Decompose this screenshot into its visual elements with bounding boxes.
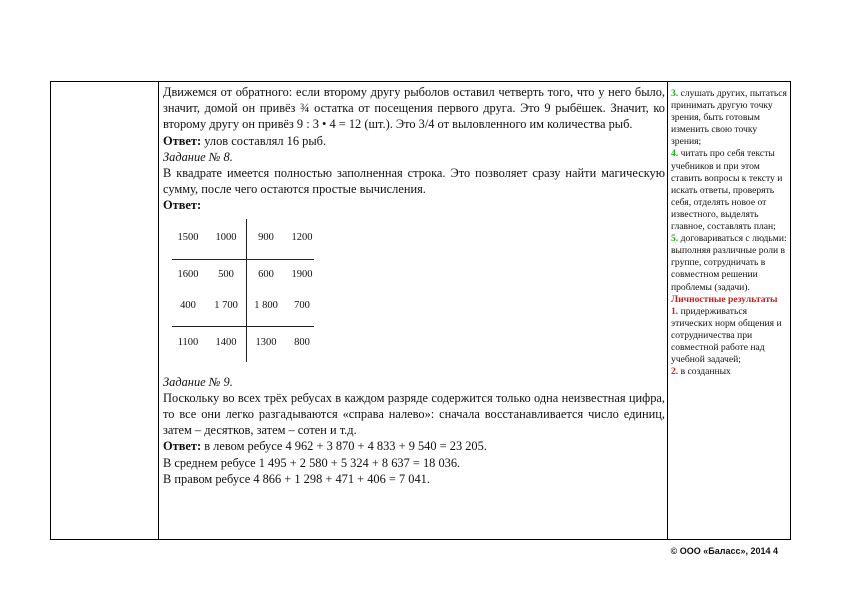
grid-cell: 600 — [258, 268, 274, 280]
answer-text: в левом ребусе 4 962 + 3 870 + 4 833 + 9 540 = 23 205. — [201, 439, 487, 454]
skill-item-4 — [671, 148, 788, 233]
grid-cell: 700 — [294, 299, 310, 311]
column-divider-1 — [158, 82, 159, 539]
answer-label: Ответ: — [163, 133, 202, 148]
item-text: слушать других, пытаться принимать другую точку зрения, быть готовым изменить свою точку зрения; — [671, 88, 787, 148]
grid-cell: 1900 — [291, 268, 313, 280]
page-footer: © ООО «Баласс», 2014 4 — [670, 546, 778, 556]
item-number: 3. — [671, 88, 679, 99]
grid-cell: 1 800 — [254, 299, 278, 311]
grid-cell: 1200 — [291, 231, 313, 243]
answer-9-line — [163, 438, 665, 454]
grid-cell: 1400 — [215, 336, 237, 348]
item-number: 1. — [671, 305, 679, 317]
item-number: 4. — [671, 148, 679, 160]
task-9-text: Поскольку во всех трёх ребусах в каждом разряде содержится только одна неизвестная цифра, то все они легко разгадываются «справа налево»: сначала восстанавливается число единиц, затем – десятков, затем – сотен и т.д. — [163, 390, 665, 438]
answer-9-middle: В среднем ребусе 1 495 + 2 580 + 5 324 + 8 637 = 18 036. — [163, 455, 461, 470]
answer-8-label: Ответ: — [163, 198, 202, 213]
task-9-title: Задание № 9. — [163, 374, 233, 389]
personal-item-2 — [671, 366, 788, 378]
answer-9-right: В правом ребусе 4 866 + 1 298 + 471 + 406 = 7 041. — [163, 471, 430, 486]
answer-line — [163, 133, 665, 149]
skill-item-3 — [671, 88, 788, 148]
grid-cell: 900 — [258, 231, 274, 243]
answer-text: улов составлял 16 рыб. — [201, 133, 327, 148]
column-divider-2 — [667, 82, 668, 539]
answer-label: Ответ: — [163, 439, 202, 454]
task-8-text: В квадрате имеется полностью заполненная строка. Это позволяет сразу найти магическую сумму, после чего остаются простые вычисления. — [163, 166, 665, 197]
solution-paragraph: Движемся от обратного: если второму другу рыболов оставил четверть того, что у него было, значит, домой он привёз ¾ остатка от посещения первого друга. Это 9 рыбёшек. Значит, ко второму другу он привёз 9 : 3 • 4 = 12 (шт.). Это 3/4 от выловленного им количества рыб. — [163, 85, 665, 132]
item-text: читать про себя тексты учебников и при этом ставить вопросы к тексту и искать ответы, проверять себя, отделять новое от известного, выделять главное, составлять план; — [671, 148, 783, 233]
item-number: 2. — [671, 366, 679, 378]
item-number: 5. — [671, 233, 679, 245]
grid-line-horizontal — [172, 326, 314, 327]
item-text: в созданных — [678, 366, 731, 378]
personal-item-1 — [671, 306, 788, 366]
grid-cell: 1300 — [255, 336, 277, 348]
grid-cell: 800 — [294, 336, 310, 348]
grid-cell: 400 — [180, 299, 196, 311]
grid-line-horizontal — [172, 259, 314, 260]
skill-item-5 — [671, 233, 788, 293]
content-table — [50, 81, 791, 540]
results-column — [671, 88, 788, 378]
grid-cell: 1 700 — [214, 299, 238, 311]
magic-square — [170, 219, 320, 366]
grid-cell: 500 — [218, 268, 234, 280]
grid-cell: 1600 — [177, 268, 199, 280]
grid-cell: 1000 — [215, 231, 237, 243]
item-text: договариваться с людьми: выполняя различные роли в группе, сотрудничать в совместном решении проблемы (задачи). — [671, 233, 787, 293]
grid-cell: 1500 — [177, 231, 199, 243]
task-8-title: Задание № 8. — [163, 149, 233, 164]
main-column — [163, 84, 665, 487]
grid-line-vertical — [246, 219, 247, 362]
personal-results-title: Личностные результаты — [671, 293, 778, 305]
item-text: придерживаться этических норм общения и сотрудничества при совместной работе над учебной задачей; — [671, 305, 782, 366]
grid-cell: 1100 — [177, 336, 199, 348]
